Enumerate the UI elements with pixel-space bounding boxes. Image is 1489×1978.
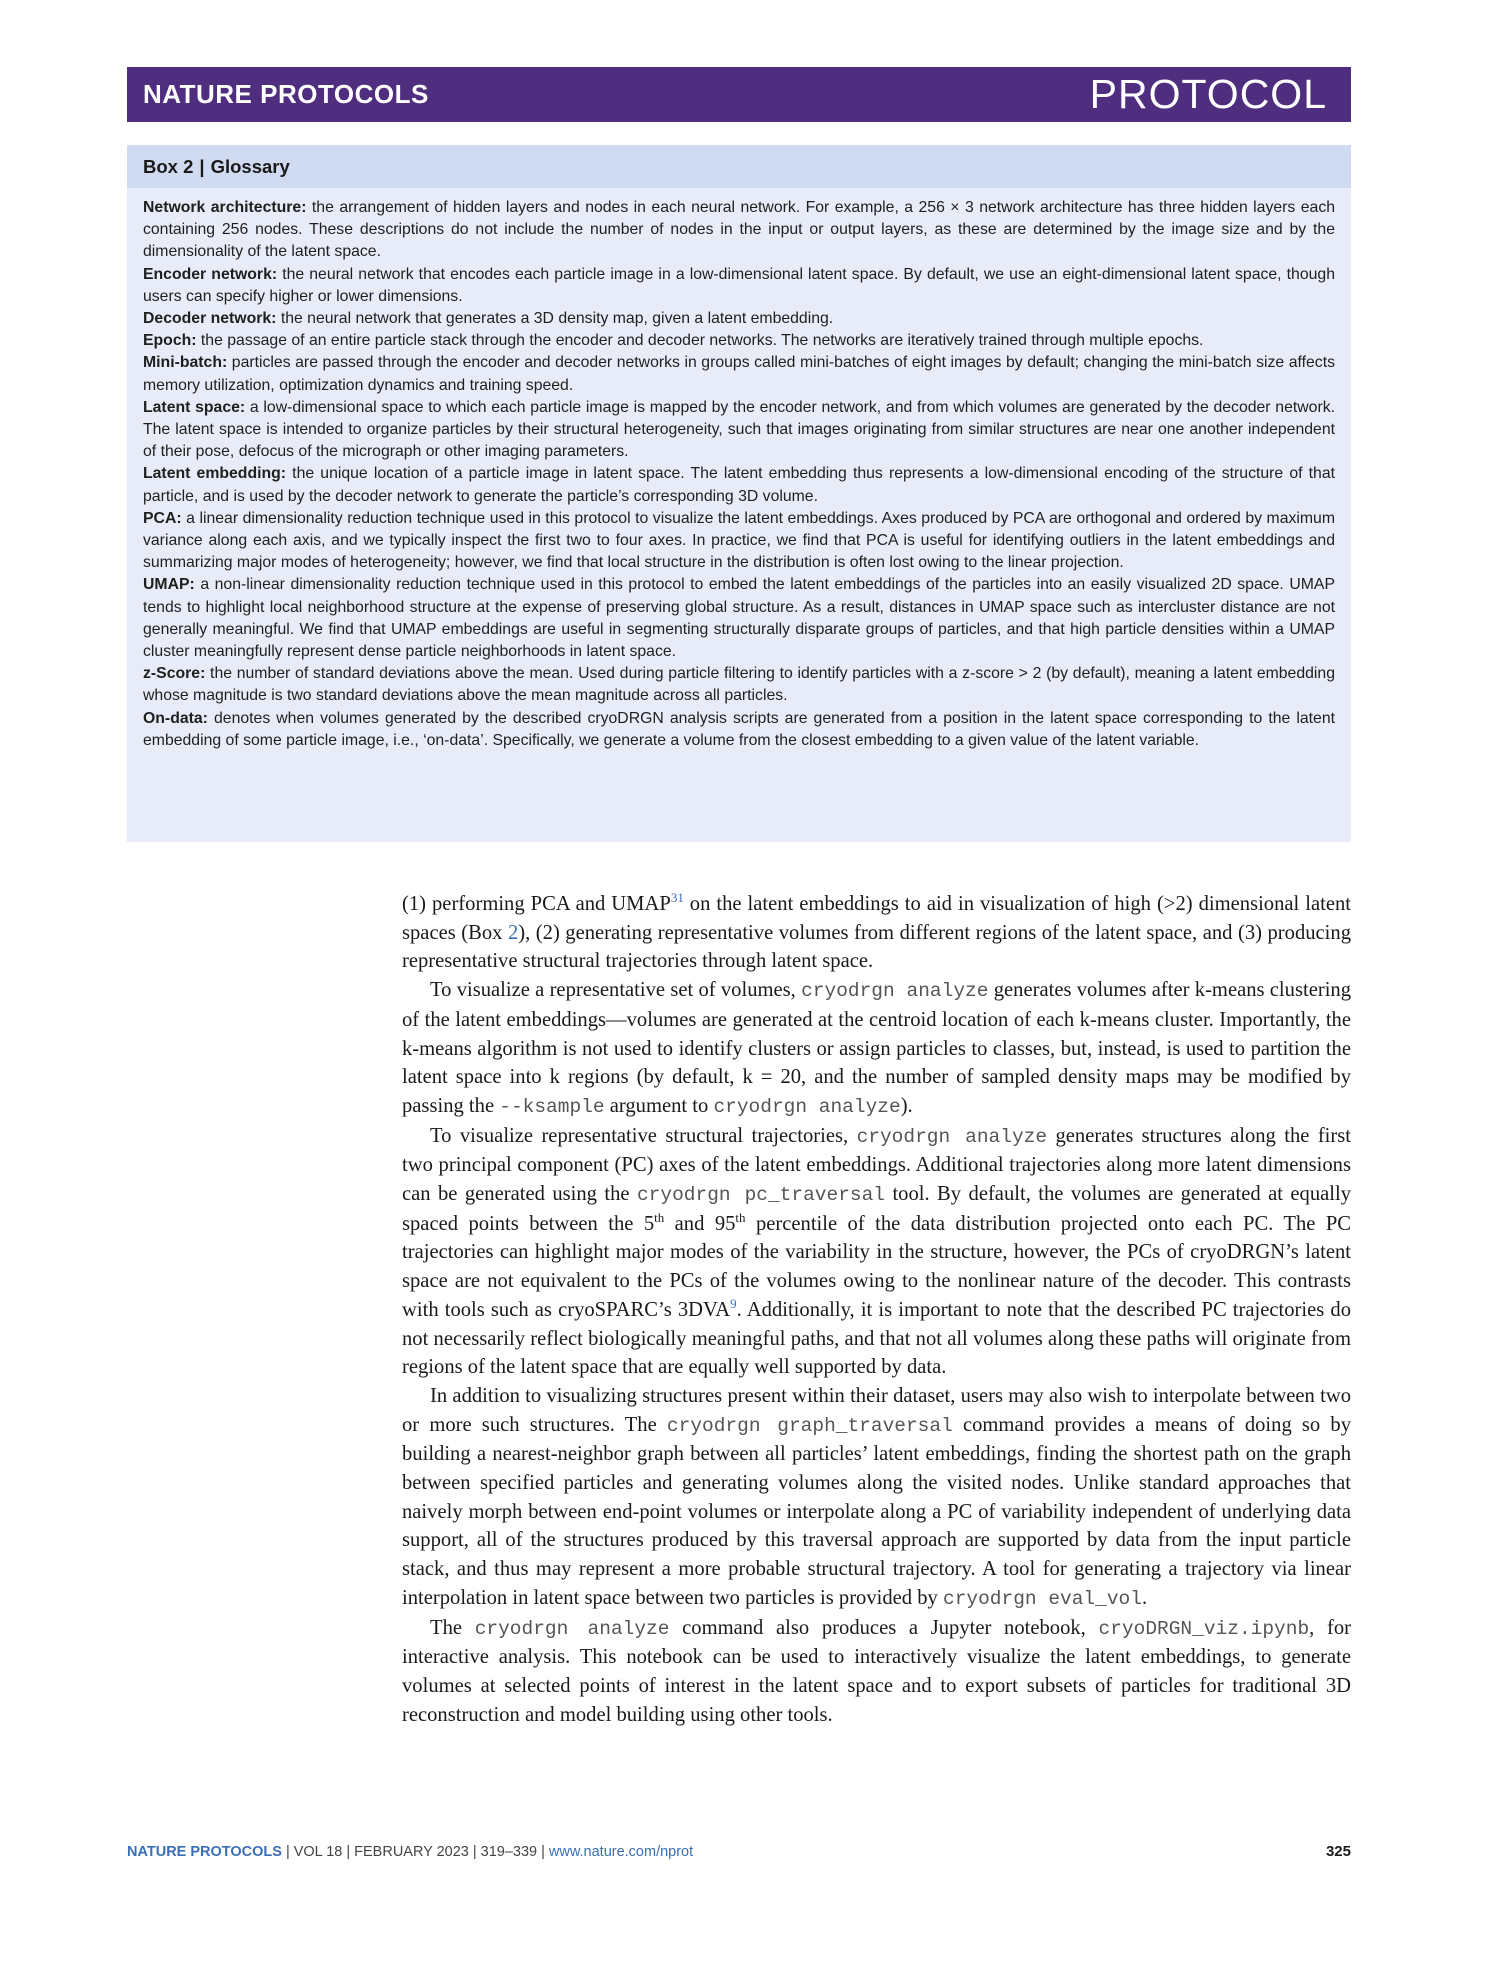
body-paragraph (402, 1382, 1351, 1614)
inline-code: cryodrgn pc_traversal (636, 1184, 886, 1207)
box-separator: | (199, 155, 205, 177)
glossary-definition: the passage of an entire particle stack through the encoder and decoder networks. The networks are iteratively trained through multiple epochs. (196, 332, 1204, 350)
footer-separator: | (285, 1843, 290, 1860)
citation-link[interactable]: 31 (670, 890, 684, 905)
main-body-text (402, 890, 1351, 1729)
body-paragraph (402, 1614, 1351, 1730)
text-run: The (430, 1616, 475, 1639)
glossary-term: PCA: (143, 509, 182, 527)
inline-code: cryodrgn eval_vol (943, 1587, 1142, 1610)
glossary-term: On-data: (143, 709, 208, 727)
footer-citation (127, 1844, 693, 1860)
glossary-entry (143, 574, 1335, 663)
journal-name: NATURE PROTOCOLS (143, 79, 429, 109)
footer-journal: NATURE PROTOCOLS (127, 1843, 282, 1860)
glossary-definition: the unique location of a particle image in latent space. The latent embedding thus represents a low-dimensional encoding of the structure of that particle, and is used by the decoder network to generate the particle’s corresponding 3D volume. (143, 465, 1335, 505)
footer-issue: FEBRUARY 2023 (354, 1843, 469, 1860)
glossary-definition: a linear dimensionality reduction technique used in this protocol to visualize the latent embeddings. Axes produced by PCA are orthogonal and ordered by maximum variance along each axis, and we typically inspect the first two to four axes. In practice, we find that PCA is useful for identifying outliers in the latent embeddings and summarizing major modes of heterogeneity; however, we find that local structure in the distribution is often lost owing to the linear projection. (143, 509, 1335, 572)
footer-volume: VOL 18 (293, 1843, 343, 1860)
text-run: generates volumes after k-means clustering of the latent embeddings—volumes are generated at the centroid location of each k-means cluster. Importantly, the k-means algorithm is not used to identify clusters or assign particles to classes, but, instead, is used to partition the latent space into k regions (by default, k = 20, and the number of sampled density maps may be modified by passing the (402, 979, 1352, 1117)
page-number: 325 (1325, 1843, 1351, 1860)
glossary-definition: the number of standard deviations above the mean. Used during particle filtering to identify particles with a z-score > 2 (by default), meaning a latent embedding whose magnitude is two standard deviations above the mean magnitude across all particles. (143, 665, 1335, 705)
glossary-definition: a low-dimensional space to which each particle image is mapped by the encoder network, and from which volumes are generated by the decoder network. The latent space is intended to organize particles by their structural heterogeneity, such that images originating from similar structures are near one another independent of their pose, defocus of the micrograph or other imaging parameters. (143, 398, 1335, 461)
text-run: ), (2) generating representative volumes from different regions of the latent space, and (3) producing representative structural trajectories through latent space. (402, 921, 1351, 973)
superscript: th (735, 1209, 746, 1225)
glossary-entry (143, 264, 1335, 308)
body-paragraph (402, 1122, 1351, 1382)
glossary-entry (143, 330, 1335, 352)
text-run: (1) performing PCA and UMAP (402, 893, 671, 915)
article-type: PROTOCOL (1089, 71, 1327, 117)
box-link[interactable]: 2 (507, 921, 519, 944)
footer-url-link[interactable]: www.nature.com/nprot (548, 1843, 694, 1860)
page-footer (127, 1843, 1351, 1860)
glossary-entry (143, 308, 1335, 330)
glossary-entry (143, 397, 1335, 464)
glossary-term: Network architecture: (143, 199, 307, 216)
glossary-term: Mini-batch: (143, 354, 228, 372)
text-run: tool. By default, the volumes are generated at equally spaced points between the 5 (402, 1183, 1351, 1235)
box-label: Box 2 (143, 155, 194, 177)
glossary-definition: the neural network that encodes each particle image in a low-dimensional latent space. By default, we use an eight-dimensional latent space, though users can specify higher or lower dimensions. (143, 265, 1335, 305)
journal-header-bar (127, 67, 1351, 122)
glossary-term: Encoder network: (143, 265, 278, 283)
glossary-entry (143, 463, 1335, 507)
inline-code: --ksample (499, 1095, 605, 1118)
inline-code: cryodrgn analyze (856, 1125, 1048, 1148)
citation-link[interactable]: 9 (730, 1295, 737, 1311)
glossary-term: Latent embedding: (143, 465, 287, 483)
body-paragraph (402, 976, 1351, 1122)
glossary-term: Decoder network: (143, 310, 277, 328)
text-run: To visualize a representative set of volumes, (430, 979, 802, 1002)
inline-code: cryodrgn analyze (801, 980, 989, 1003)
glossary-entry (143, 508, 1335, 575)
inline-code: cryodrgn analyze (474, 1617, 670, 1640)
glossary-definition: a non-linear dimensionality reduction technique used in this protocol to embed the latent embeddings of the particles into an easily visualized 2D space. UMAP tends to highlight local neighborhood structure at the expense of preserving global structure. As a result, distances in UMAP space such as intercluster distance are not generally meaningful. We find that UMAP embeddings are useful in segmenting structurally disparate groups of particles, and that high particle densities within a UMAP cluster meaningfully represent dense particle neighborhoods in latent space. (143, 576, 1335, 661)
body-paragraph (402, 890, 1351, 976)
glossary-term: Latent space: (143, 398, 246, 416)
footer-separator: | (541, 1843, 545, 1860)
footer-pages: 319–339 (480, 1843, 538, 1860)
glossary-box-header (127, 145, 1351, 188)
glossary-term: z-Score: (143, 665, 206, 683)
glossary-term: UMAP: (143, 576, 195, 594)
text-run: , for interactive analysis. This notebook can be used to interactively visualize the latent embeddings, to generate volumes at selected points of interest in the latent space and to export subsets of particles for traditional 3D reconstruction and model building using other tools. (402, 1616, 1351, 1726)
glossary-definition: the neural network that generates a 3D density map, given a latent embedding. (276, 310, 834, 328)
box-title: Glossary (210, 155, 290, 177)
text-run: percentile of the data distribution projected onto each PC. The PC trajectories can highlight major modes of the variability in the structure, however, the PCs of cryoDRGN’s latent space are not equivalent to the PCs of the volumes owing to the nonlinear nature of the decoder. This contrasts with tools such as cryoSPARC’s 3DVA (402, 1212, 1352, 1321)
text-run: In addition to visualizing structures present within their dataset, users may also wish to interpolate between two or more such structures. The (402, 1384, 1351, 1436)
glossary-entry (143, 663, 1335, 707)
glossary-term: Epoch: (143, 332, 197, 350)
glossary-definition: the arrangement of hidden layers and nodes in each neural network. For example, a 256 × 3 network architecture has three hidden layers each containing 256 nodes. These descriptions do not include the number of nodes in the input or output layers, as these are determined by the image size and by the dimensionality of the latent space. (143, 199, 1336, 261)
glossary-entry (143, 352, 1335, 396)
glossary-entry (143, 197, 1335, 264)
footer-separator: | (346, 1843, 351, 1860)
inline-code: cryoDRGN_viz.ipynb (1098, 1617, 1310, 1640)
text-run: command also produces a Jupyter notebook, (669, 1616, 1099, 1639)
glossary-entry (143, 708, 1335, 752)
text-run: argument to (604, 1094, 714, 1117)
text-run: To visualize representative structural trajectories, (430, 1124, 857, 1147)
text-run: generates structures along the first two principal component (PC) axes of the latent embeddings. Additional trajectories along more latent dimensions can be generated using the (402, 1124, 1352, 1206)
glossary-box (127, 145, 1351, 842)
text-run: on the latent embeddings to aid in visualization of high (>2) dimensional latent spaces (Box (402, 893, 1351, 944)
glossary-definition: particles are passed through the encoder and decoder networks in groups called mini-batches of eight images by default; changing the mini-batch size affects memory utilization, optimization dynamics and training speed. (143, 354, 1335, 394)
text-run: command provides a means of doing so by building a nearest-neighbor graph between all particles’ latent embeddings, finding the shortest path on the graph between specified particles and generating volumes along the visited nodes. Unlike standard approaches that naively morph between end-point volumes or interpolate along a PC of variability independent of underlying data support, all of the structures produced by this traversal approach are supported by data from the input particle stack, and thus may represent a more probable structural trajectory. A tool for generating a trajectory via linear interpolation in latent space between two particles is provided by (402, 1413, 1351, 1609)
text-run: . Additionally, it is important to note that the described PC trajectories do not necessarily reflect biologically meaningful paths, and that not all volumes along these paths will originate from regions of the latent space that are equally well supported by data. (402, 1298, 1351, 1379)
footer-separator: | (472, 1843, 477, 1860)
text-run: and 95 (664, 1212, 736, 1235)
inline-code: cryodrgn graph_traversal (666, 1414, 953, 1437)
text-run: . (1141, 1586, 1148, 1609)
text-run: ). (900, 1094, 913, 1117)
superscript: th (654, 1209, 665, 1225)
glossary-definition: denotes when volumes generated by the described cryoDRGN analysis scripts are generated from a position in the latent space corresponding to the latent embedding of some particle image, i.e., ‘on-data’. Specifically, we generate a volume from the closest embedding to a given value of the latent variable. (143, 709, 1335, 749)
glossary-list (127, 188, 1351, 752)
inline-code: cryodrgn analyze (713, 1095, 901, 1118)
